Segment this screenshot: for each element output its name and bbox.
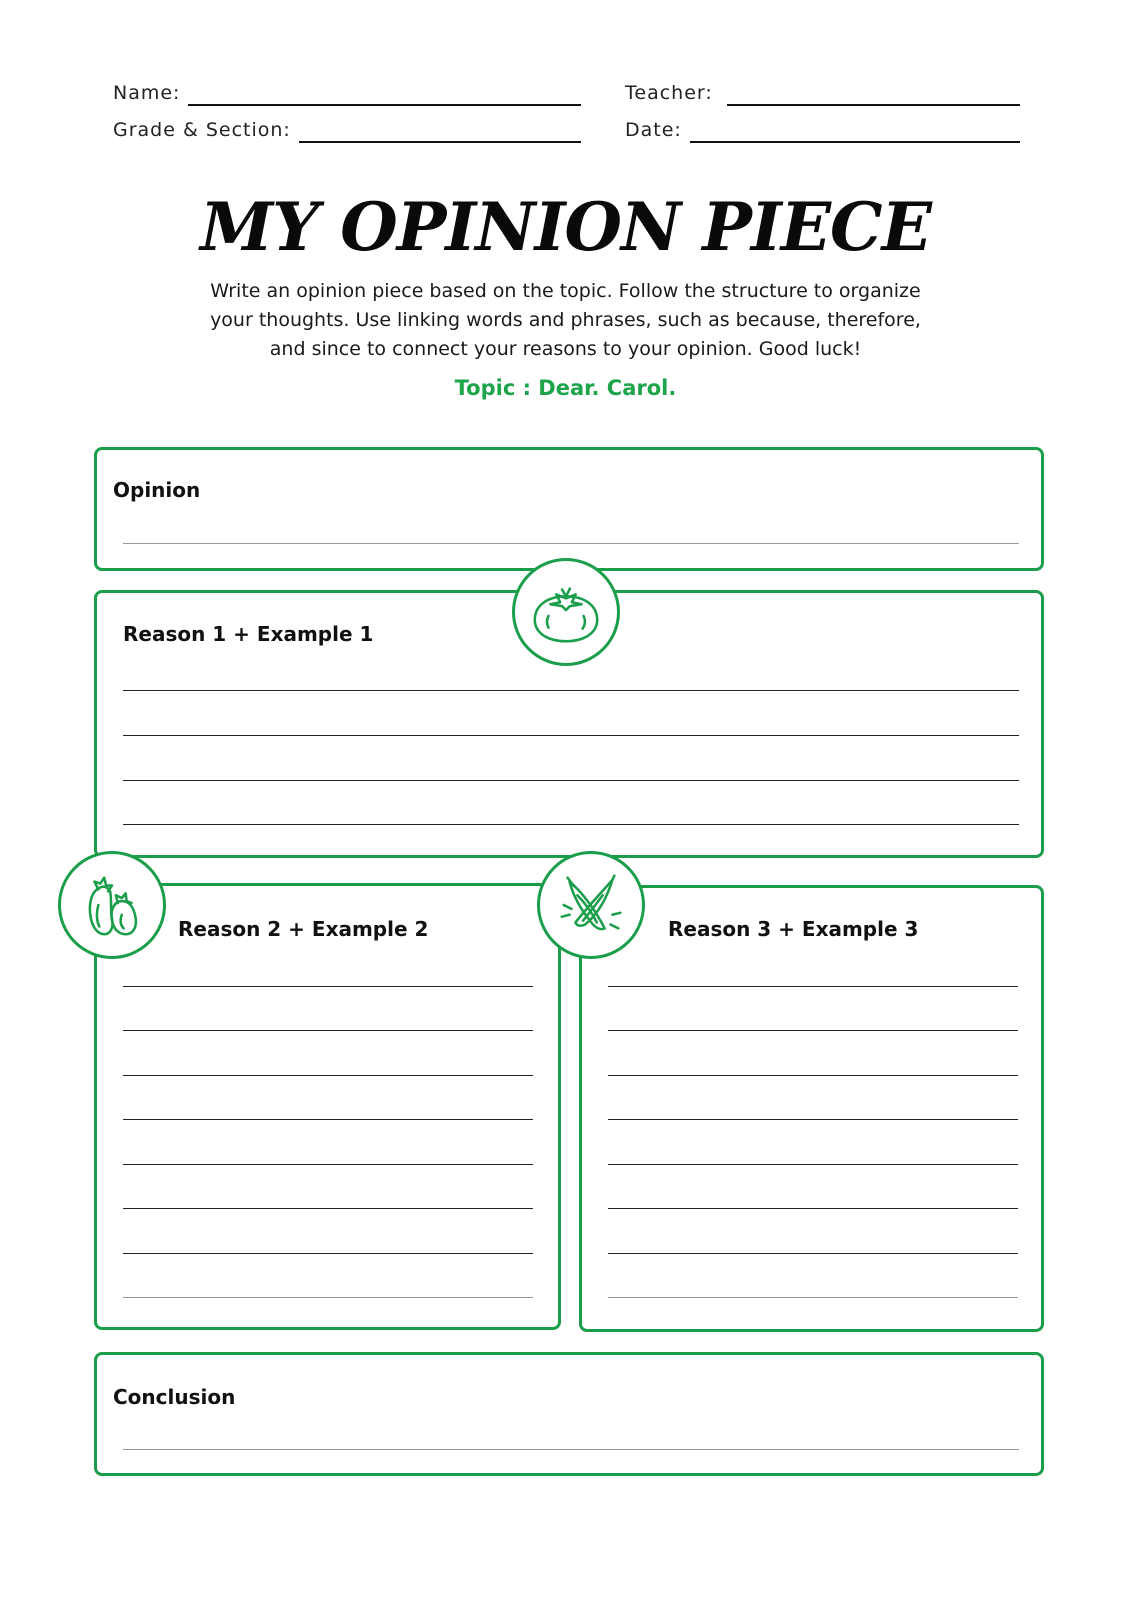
date-line[interactable] [690, 121, 1020, 143]
reason2-title: Reason 2 + Example 2 [178, 917, 429, 941]
reason1-writing-line[interactable] [123, 690, 1019, 691]
instructions: Write an opinion piece based on the topic. Follow the structure to organize your thoughts. Use linking words and phrases, such as because, therefore, and since to connect your reasons to your opinion. Good luck! [210, 280, 921, 360]
reason2-writing-line[interactable] [123, 1297, 533, 1298]
teacher-field[interactable] [625, 84, 1020, 106]
tomato-icon [527, 573, 605, 651]
reason2-box [94, 883, 561, 1330]
reason3-writing-line[interactable] [608, 1164, 1018, 1165]
opinion-writing-line[interactable] [123, 543, 1019, 544]
reason2-writing-line[interactable] [123, 1253, 533, 1254]
reason3-writing-line[interactable] [608, 1253, 1018, 1254]
grade-section-label: Grade & Section: [113, 119, 291, 141]
reason2-writing-line[interactable] [123, 986, 533, 987]
reason1-writing-line[interactable] [123, 780, 1019, 781]
opinion-box [94, 447, 1044, 571]
tomato-badge [512, 558, 620, 666]
date-field[interactable] [625, 121, 1020, 143]
reason1-writing-line[interactable] [123, 824, 1019, 825]
reason3-title: Reason 3 + Example 3 [668, 917, 919, 941]
conclusion-title: Conclusion [113, 1385, 236, 1409]
page-title: MY OPINION PIECE [200, 188, 931, 266]
reason2-writing-line[interactable] [123, 1208, 533, 1209]
reason2-writing-line[interactable] [123, 1075, 533, 1076]
okra-badge [537, 851, 645, 959]
grade-section-line[interactable] [299, 121, 581, 143]
eggplant-badge [58, 851, 166, 959]
reason2-writing-line[interactable] [123, 1030, 533, 1031]
okra-icon [552, 866, 630, 944]
reason1-title: Reason 1 + Example 1 [123, 622, 374, 646]
reason3-box [579, 885, 1044, 1332]
reason3-writing-line[interactable] [608, 986, 1018, 987]
opinion-title: Opinion [113, 478, 201, 502]
date-label: Date: [625, 119, 682, 141]
name-field[interactable] [113, 84, 581, 106]
conclusion-box [94, 1352, 1044, 1476]
conclusion-writing-line[interactable] [123, 1449, 1019, 1450]
name-label: Name: [113, 82, 181, 104]
reason3-writing-line[interactable] [608, 1030, 1018, 1031]
reason3-writing-line[interactable] [608, 1297, 1018, 1298]
reason1-writing-line[interactable] [123, 735, 1019, 736]
reason2-writing-line[interactable] [123, 1164, 533, 1165]
reason3-writing-line[interactable] [608, 1075, 1018, 1076]
eggplant-icon [73, 866, 151, 944]
topic-label: Topic : Dear. Carol. [454, 376, 677, 400]
reason3-writing-line[interactable] [608, 1119, 1018, 1120]
grade-section-field[interactable] [113, 121, 581, 143]
teacher-label: Teacher: [625, 82, 713, 104]
teacher-line[interactable] [727, 84, 1020, 106]
name-line[interactable] [188, 84, 581, 106]
reason3-writing-line[interactable] [608, 1208, 1018, 1209]
reason2-writing-line[interactable] [123, 1119, 533, 1120]
